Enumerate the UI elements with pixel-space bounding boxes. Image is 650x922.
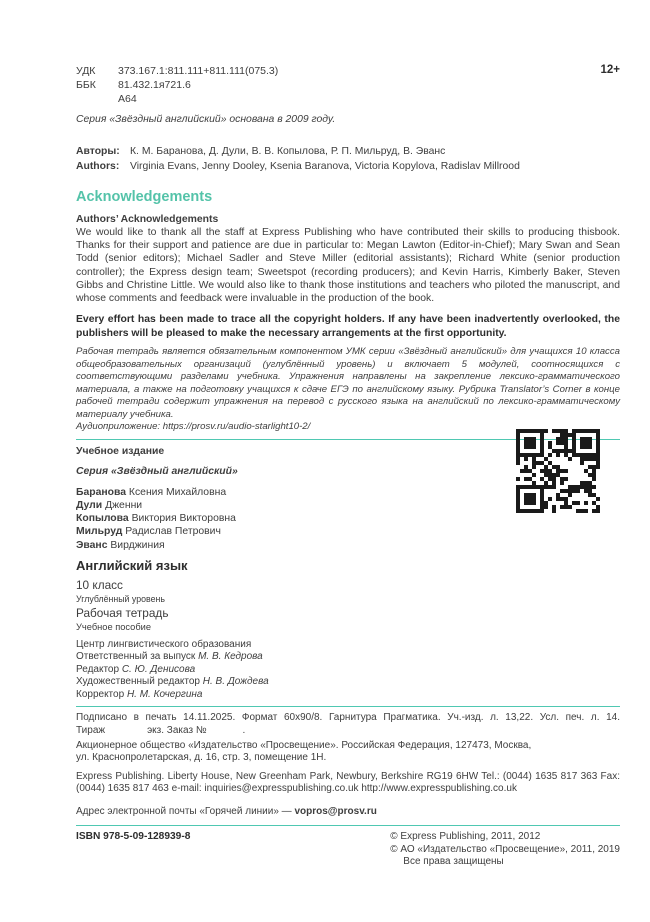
authors-ru-value: К. М. Баранова, Д. Дули, В. В. Копылова, Р. П. Мильруд, В. Эванс	[130, 146, 446, 157]
author-surname: Эванс	[76, 539, 108, 551]
tirazh-end: .	[242, 724, 246, 736]
staff-role: Ответственный за выпуск	[76, 651, 196, 663]
series-founded-note: Серия «Звёздный английский» основана в 2009 году.	[76, 114, 336, 125]
imprint-author-row	[76, 525, 620, 538]
author-name: Ксения Михайловна	[128, 486, 227, 498]
qr-code	[516, 429, 600, 513]
publishing-center-line: Центр лингвистического образования	[76, 638, 252, 650]
edition-type: Учебное издание	[76, 445, 165, 457]
author-surname: Дули	[76, 499, 103, 511]
staff-row	[76, 676, 620, 689]
publisher-ru-line1: Акционерное общество «Издательство «Просвещение». Российская Федерация, 127473, Москва,	[76, 740, 532, 752]
udk-row	[76, 64, 620, 78]
staff-row	[76, 651, 620, 664]
level-line: Углублённый уровень	[76, 593, 165, 604]
tirazh-line	[76, 725, 620, 738]
tirazh-label: Тираж	[76, 724, 106, 736]
order-label: экз. Заказ №	[147, 724, 207, 736]
author-name: Вирджиния	[110, 539, 165, 551]
acknowledgements-body: We would like to thank all the staff at Express Publishing who have contributed their skills to producing thisbook. Thanks for their support and patience are due in particular to: Megan Lawton (Editor-in-Chief); Mary Swan and Sean Todd (senior editors); Michael Sadler and Steve Miller (editorial assistants); Richard White (senior production controller); the Express design team; Sweetspot (recording producers); and Kevin Harris, Kimberly Baker, Steven Gibbs and Christine Little. We would also like to thank those institutions and teachers who piloted the manuscript, and whose comments and feedback were invaluable in the production of the book.	[76, 227, 620, 305]
acknowledgements-heading: Acknowledgements	[76, 189, 213, 205]
authors-block	[76, 145, 620, 174]
bbk-value: 81.432.1я721.6	[118, 79, 191, 91]
staff-name: Н. М. Кочергина	[126, 688, 203, 700]
imprint-author-row	[76, 539, 620, 552]
staff-list	[76, 651, 620, 701]
author-name: Радислав Петрович	[125, 526, 221, 538]
edition-kind-line: Учебное пособие	[76, 621, 152, 632]
author-surname: Баранова	[76, 486, 127, 498]
udk-value: 373.167.1:811.111+811.111(075.3)	[118, 65, 279, 77]
bibliographic-codes	[76, 64, 620, 106]
author-surname: Копылова	[76, 513, 129, 525]
author-sign-row	[76, 92, 620, 106]
imprint-author-row	[76, 512, 620, 525]
author-surname: Мильруд	[76, 526, 123, 538]
author-sign-code: А64	[118, 93, 137, 105]
staff-name: С. Ю. Денисова	[121, 663, 196, 675]
udk-label: УДК	[76, 65, 96, 77]
staff-role: Корректор	[76, 688, 125, 700]
authors-en-label: Authors:	[76, 160, 120, 172]
isbn: ISBN 978-5-09-128939-8	[76, 831, 191, 842]
annotation-paragraph: Рабочая тетрадь является обязательным компонентом УМК серии «Звёздный английский» для учащихся 10 класса общеобразовательных организаций (углублённый уровень) и включает 5 модулей, соотносящихся с соответствующими разделами учебника. Упражнения направлены на закрепление лексико-грамматического материала, а также на подготовку учащихся к сдаче ЕГЭ по английскому языку. Рубрика Translator’s Corner в конце рабочей тетради содержит упражнения на перевод с русского языка на английский по лексико-грамматическому материалу учебника.	[76, 346, 620, 420]
page-footer	[76, 820, 620, 869]
audio-supplement-label: Аудиоприложение:	[76, 421, 161, 433]
bbk-label: ББК	[76, 79, 96, 91]
publisher-ru-address	[76, 740, 620, 764]
imprint-series-title: Серия «Звёздный английский»	[76, 465, 238, 477]
staff-row	[76, 664, 620, 677]
authors-acknowledgements-subheading: Authors’ Acknowledgements	[76, 214, 219, 225]
staff-row	[76, 689, 620, 702]
subject-title: Английский язык	[76, 557, 188, 573]
staff-name: М. В. Кедрова	[198, 651, 263, 663]
hotline-line	[76, 805, 620, 818]
age-rating-badge: 12+	[600, 64, 620, 76]
copyright-express: © Express Publishing, 2011, 2012	[390, 831, 541, 842]
hotline-label: Адрес электронной почты «Горячей линии» —	[76, 806, 292, 818]
audio-supplement-url: https://prosv.ru/audio-starlight10-2/	[162, 421, 311, 433]
staff-role: Редактор	[76, 663, 120, 675]
print-run-line: Подписано в печать 14.11.2025. Формат 60х90/8. Гарнитура Прагматика. Уч.-изд. л. 13,22. Усл. печ. л. 14.	[76, 712, 620, 724]
staff-role: Художественный редактор	[76, 676, 200, 688]
author-name: Виктория Викторовна	[131, 513, 236, 525]
publisher-en-address: Express Publishing. Liberty House, New Greenham Park, Newbury, Berkshire RG19 6HW Tel.: (0044) 1635 817 363 Fax: (0044) 1635 817 463 e-mail: inquiries@expresspublishing.co.uk http://www.expresspublishing.co.uk	[76, 770, 620, 794]
author-name: Дженни	[105, 499, 143, 511]
grade-line: 10 класс	[76, 577, 123, 592]
staff-name: Н. В. Дождева	[202, 676, 269, 688]
authors-en-value: Virginia Evans, Jenny Dooley, Ksenia Baranova, Victoria Kopylova, Radislav Millrood	[130, 160, 520, 172]
copyright-prosveshchenie: © АО «Издательство «Просвещение», 2011, 2019	[390, 843, 620, 855]
authors-ru-row	[76, 145, 620, 160]
separator-line-2	[76, 706, 620, 707]
copyright-block	[390, 831, 620, 869]
authors-en-row	[76, 160, 620, 175]
copyright-trace-notice: Every effort has been made to trace all the copyright holders. If any have been inadvertently overlooked, the publishers will be pleased to make the necessary arrangements at the first opportunity.	[76, 314, 620, 339]
separator-line-3	[76, 825, 620, 826]
authors-ru-label: Авторы:	[76, 146, 120, 157]
hotline-email: vopros@prosv.ru	[294, 806, 377, 818]
footer-row	[76, 831, 620, 869]
bbk-row	[76, 78, 620, 92]
publisher-ru-line2: ул. Краснопролетарская, д. 16, стр. 3, помещение 1Н.	[76, 752, 327, 764]
rights-reserved: Все права защищены	[403, 856, 504, 867]
book-type-line: Рабочая тетрадь	[76, 605, 169, 620]
